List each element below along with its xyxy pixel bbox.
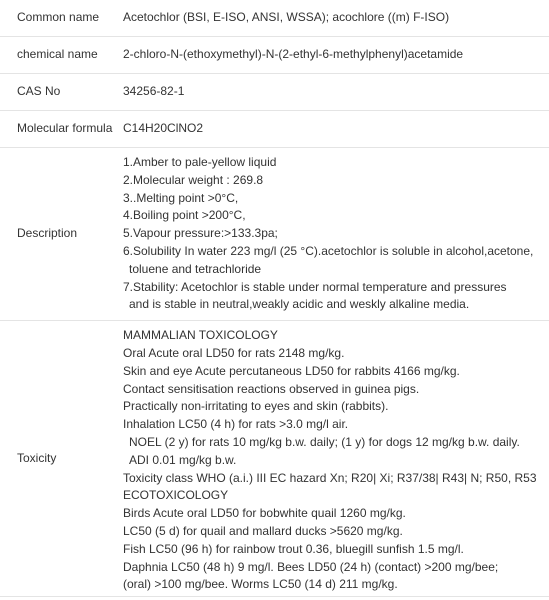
toxicity-line: Practically non-irritating to eyes and skin (rabbits). — [123, 399, 389, 414]
description-line: 4.Boiling point >200°C, — [123, 208, 246, 223]
common-name-value: Acetochlor (BSI, E-ISO, ANSI, WSSA); acochlore ((m) F-ISO) — [121, 0, 549, 37]
description-line: and is stable in neutral,weakly acidic and weskly alkaline media. — [129, 297, 470, 312]
toxicity-line: Toxicity class WHO (a.i.) III EC hazard Xn; R20| Xi; R37/38| R43| N; R50, R53 — [123, 470, 537, 485]
toxicity-line: (oral) >100 mg/bee. Worms LC50 (14 d) 211 mg/kg. — [123, 577, 398, 592]
toxicity-line: ECOTOXICOLOGY — [123, 488, 229, 503]
common-name-label: Common name — [0, 0, 121, 37]
cas-no-value: 34256-82-1 — [121, 74, 549, 111]
chemical-name-row — [0, 37, 549, 74]
toxicity-label: Toxicity — [0, 321, 121, 597]
toxicity-row — [0, 321, 549, 597]
toxicity-line: Fish LC50 (96 h) for rainbow trout 0.36, bluegill sunfish 1.5 mg/l. — [123, 541, 464, 556]
toxicity-line: Daphnia LC50 (48 h) 9 mg/l. Bees LD50 (24 h) (contact) >200 mg/bee; — [123, 559, 499, 574]
cas-no-row — [0, 74, 549, 111]
description-line: 6.Solubility In water 223 mg/l (25 °C).acetochlor is soluble in alcohol,acetone, — [123, 243, 534, 258]
cas-no-label: CAS No — [0, 74, 121, 111]
description-value — [121, 148, 549, 321]
description-line: 1.Amber to pale-yellow liquid — [123, 155, 277, 169]
toxicity-line: Birds Acute oral LD50 for bobwhite quail 1260 mg/kg. — [123, 506, 406, 521]
toxicity-value — [121, 321, 549, 597]
chemical-name-value: 2-chloro-N-(ethoxymethyl)-N-(2-ethyl-6-methylphenyl)acetamide — [121, 37, 549, 74]
description-line: 5.Vapour pressure:>133.3pa; — [123, 226, 278, 241]
description-line: 3..Melting point >0°C, — [123, 190, 239, 205]
description-line: 2.Molecular weight : 269.8 — [123, 172, 264, 187]
chemical-name-label: chemical name — [0, 37, 121, 74]
toxicity-line: Contact sensitisation reactions observed in guinea pigs. — [123, 381, 420, 396]
molecular-formula-row — [0, 111, 549, 148]
description-line: 7.Stability: Acetochlor is stable under normal temperature and pressures — [123, 279, 507, 294]
molecular-formula-value: C14H20ClNO2 — [121, 111, 549, 148]
toxicity-line: Inhalation LC50 (4 h) for rats >3.0 mg/l air. — [123, 417, 349, 432]
toxicity-line: NOEL (2 y) for rats 10 mg/kg b.w. daily; (1 y) for dogs 12 mg/kg b.w. daily. — [129, 434, 520, 449]
toxicity-line: Skin and eye Acute percutaneous LD50 for rabbits 4166 mg/kg. — [123, 363, 460, 378]
description-line: toluene and tetrachloride — [129, 261, 262, 276]
toxicity-line: ADI 0.01 mg/kg b.w. — [129, 452, 237, 467]
toxicity-line: MAMMALIAN TOXICOLOGY — [123, 328, 278, 343]
toxicity-line: Oral Acute oral LD50 for rats 2148 mg/kg. — [123, 345, 345, 360]
common-name-row — [0, 0, 549, 37]
toxicity-line: LC50 (5 d) for quail and mallard ducks >5620 mg/kg. — [123, 523, 403, 538]
molecular-formula-label: Molecular formula — [0, 111, 121, 148]
description-label: Description — [0, 148, 121, 321]
description-row — [0, 148, 549, 321]
